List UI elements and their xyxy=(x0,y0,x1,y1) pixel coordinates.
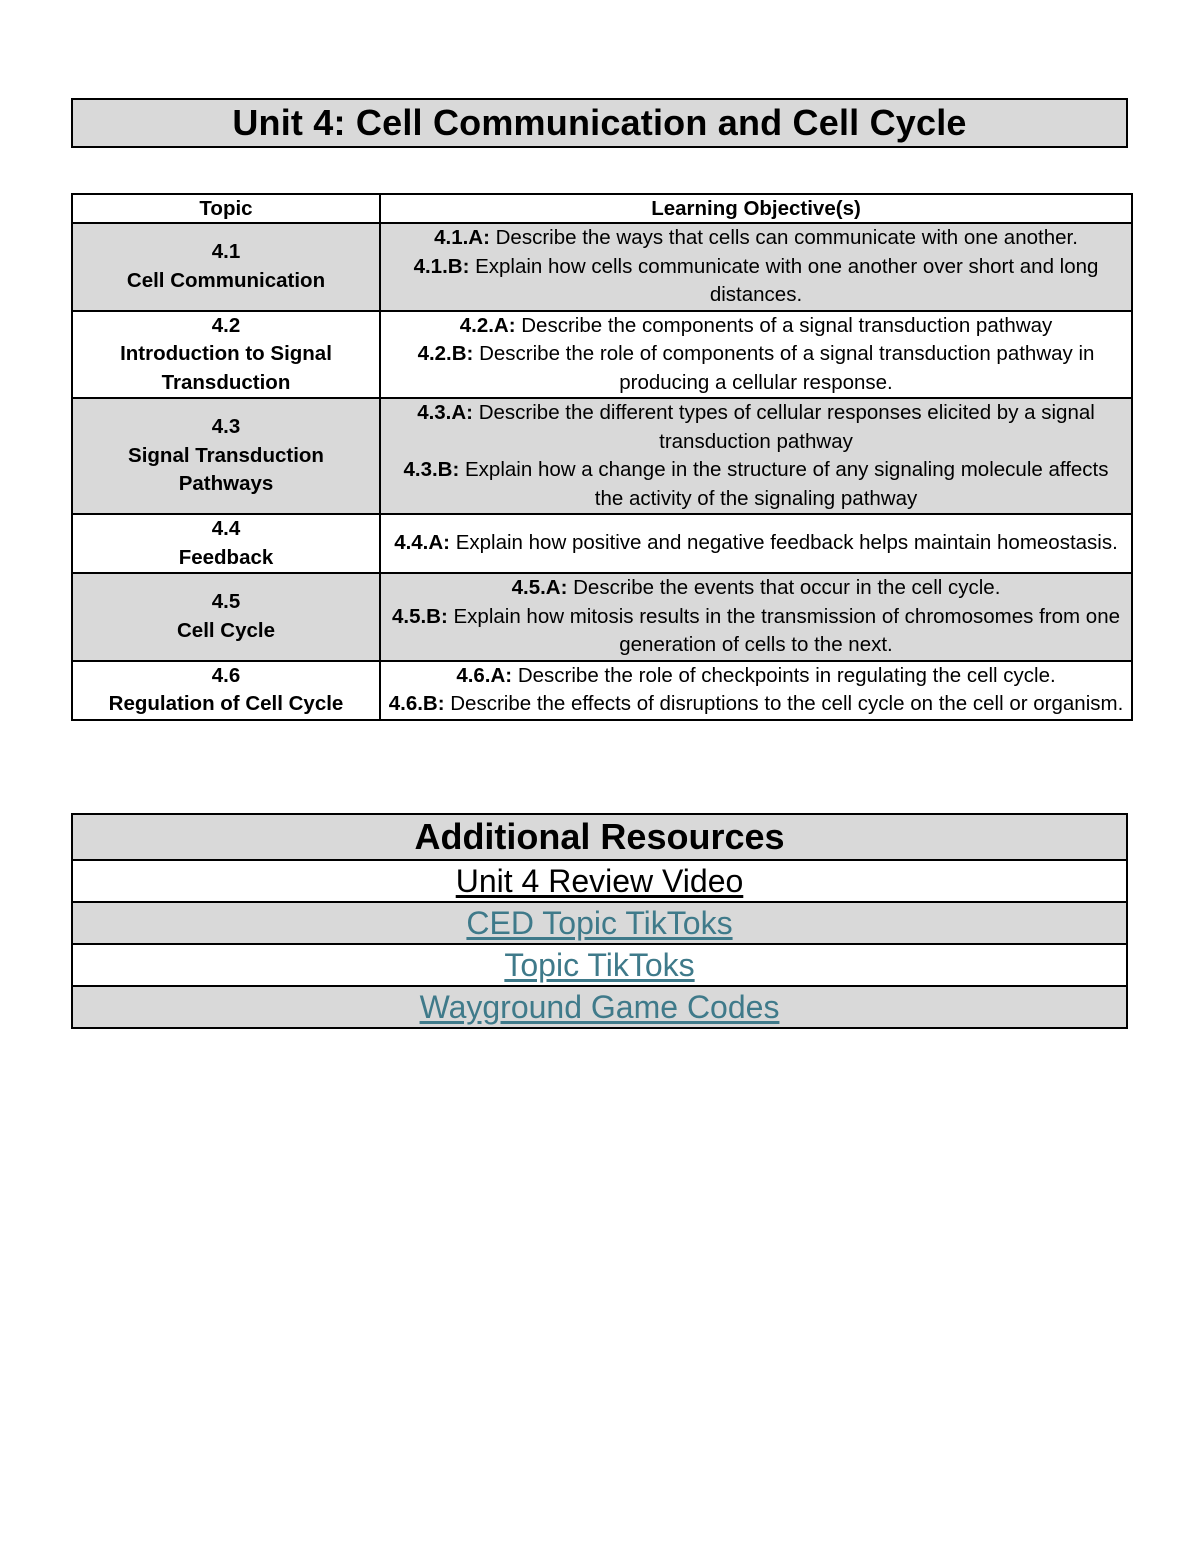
objectives-cell xyxy=(380,311,1132,399)
objectives-cell xyxy=(380,514,1132,573)
objective xyxy=(387,456,1125,513)
resource-row xyxy=(72,902,1127,944)
learning-objectives-table xyxy=(71,193,1133,721)
objectives-cell xyxy=(380,223,1132,311)
topic-number: 4.5 xyxy=(211,590,241,614)
objectives-cell xyxy=(380,398,1132,514)
table-row xyxy=(72,573,1132,661)
objective-text: Explain how mitosis results in the transmission of chromosomes from one generation of cells to the next. xyxy=(447,604,1121,656)
ced-topic-tiktoks-link[interactable]: CED Topic TikToks xyxy=(466,905,733,941)
wayground-game-codes-link[interactable]: Wayground Game Codes xyxy=(419,989,780,1025)
objectives-cell xyxy=(380,573,1132,661)
title-banner xyxy=(71,98,1128,148)
table-row xyxy=(72,223,1132,311)
resource-row xyxy=(72,860,1127,902)
objective xyxy=(387,529,1125,558)
objective xyxy=(387,312,1125,341)
objective-code: 4.3.B: xyxy=(403,458,460,481)
objective xyxy=(387,662,1125,691)
additional-resources-table xyxy=(71,813,1128,1029)
objective-text: Describe the ways that cells can communicate with one another. xyxy=(489,226,1078,249)
column-header-objectives: Learning Objective(s) xyxy=(380,194,1132,223)
table-row xyxy=(72,514,1132,573)
topic-number: 4.1 xyxy=(211,240,241,264)
objective-text: Explain how positive and negative feedback helps maintain homeostasis. xyxy=(450,531,1118,555)
topic-cell xyxy=(72,514,380,573)
objective xyxy=(387,574,1125,603)
resources-heading: Additional Resources xyxy=(72,814,1127,860)
topic-name: Cell Communication xyxy=(126,268,326,292)
objective-code: 4.3.A: xyxy=(417,401,474,424)
topic-number: 4.2 xyxy=(211,313,241,337)
topic-cell xyxy=(72,661,380,720)
resource-row xyxy=(72,986,1127,1028)
table-row xyxy=(72,398,1132,514)
objective-text: Explain how cells communicate with one another over short and long distances. xyxy=(469,254,1099,306)
objective xyxy=(387,340,1125,397)
objective xyxy=(387,224,1125,253)
objective xyxy=(387,399,1125,456)
objective xyxy=(387,253,1125,310)
topic-number: 4.6 xyxy=(211,663,241,687)
objective-code: 4.4.A: xyxy=(394,531,451,555)
topic-name: Signal Transduction Pathways xyxy=(128,443,324,496)
objective-code: 4.1.A: xyxy=(434,226,490,249)
objective-code: 4.6.B: xyxy=(388,692,445,715)
page-title: Unit 4: Cell Communication and Cell Cycle xyxy=(232,102,967,143)
topic-name: Feedback xyxy=(178,545,274,569)
resource-cell xyxy=(72,944,1127,986)
unit-4-review-video-link[interactable]: Unit 4 Review Video xyxy=(455,863,744,899)
objective-code: 4.2.A: xyxy=(459,313,516,337)
resource-cell xyxy=(72,986,1127,1028)
topic-cell xyxy=(72,398,380,514)
topic-number: 4.4 xyxy=(211,517,241,540)
topic-name: Cell Cycle xyxy=(177,618,275,642)
objective-text: Explain how a change in the structure of any signaling molecule affects the activity of the signaling pathway xyxy=(459,458,1109,510)
resource-cell xyxy=(72,860,1127,902)
objectives-cell xyxy=(380,661,1132,720)
objective-code: 4.2.B: xyxy=(417,342,474,365)
table-row xyxy=(72,311,1132,399)
topic-tiktoks-link[interactable]: Topic TikToks xyxy=(504,947,695,983)
objective xyxy=(387,690,1125,719)
resource-cell xyxy=(72,902,1127,944)
objective-text: Describe the effects of disruptions to the cell cycle on the cell or organism. xyxy=(444,692,1124,715)
objective-text: Describe the components of a signal transduction pathway xyxy=(515,313,1053,337)
objective xyxy=(387,603,1125,660)
objective-code: 4.5.A: xyxy=(511,576,568,599)
topic-name: Introduction to Signal Transduction xyxy=(120,342,332,394)
column-header-topic: Topic xyxy=(72,194,380,223)
objective-code: 4.5.B: xyxy=(391,604,448,628)
table-header-row xyxy=(72,194,1132,223)
objective-text: Describe the different types of cellular responses elicited by a signal transduction pathway xyxy=(473,401,1095,453)
objective-text: Describe the events that occur in the cell cycle. xyxy=(567,576,1001,599)
resources-header-row xyxy=(72,814,1127,860)
topic-cell xyxy=(72,223,380,311)
topic-number: 4.3 xyxy=(211,415,241,439)
topic-cell xyxy=(72,573,380,661)
objective-text: Describe the role of components of a signal transduction pathway in producing a cellular response. xyxy=(473,342,1095,394)
objective-text: Describe the role of checkpoints in regulating the cell cycle. xyxy=(512,663,1056,687)
objective-code: 4.6.A: xyxy=(456,663,513,687)
objective-code: 4.1.B: xyxy=(413,254,470,278)
topic-name: Regulation of Cell Cycle xyxy=(108,692,344,715)
topic-cell xyxy=(72,311,380,399)
resource-row xyxy=(72,944,1127,986)
table-row xyxy=(72,661,1132,720)
